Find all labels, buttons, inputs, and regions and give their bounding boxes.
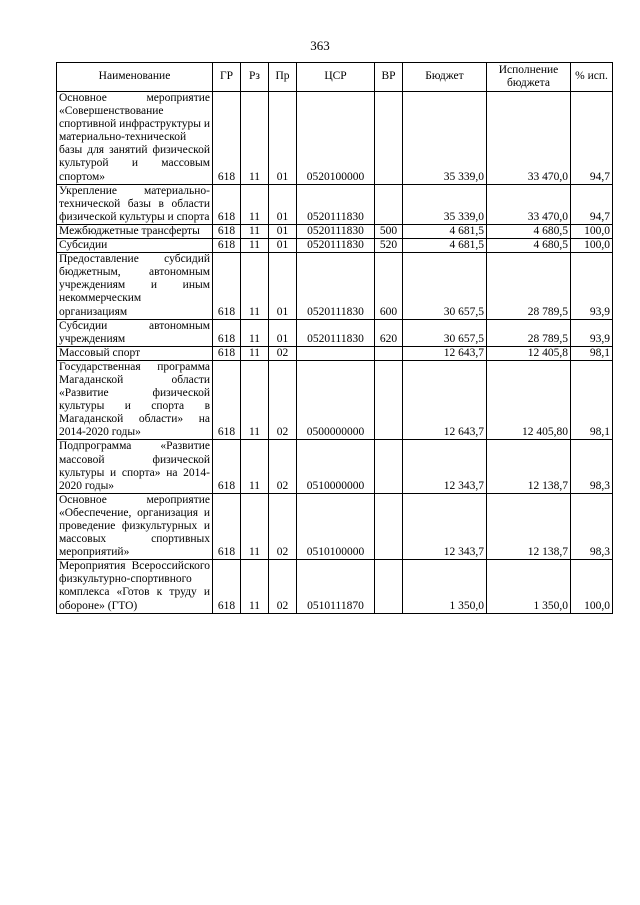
row-execution: 28 789,5: [487, 253, 571, 319]
table-row: [57, 493, 613, 559]
row-gr: 618: [213, 440, 241, 493]
row-gr: 618: [213, 319, 241, 346]
row-rz: 11: [241, 184, 269, 224]
row-pr: 02: [269, 440, 297, 493]
row-budget: 1 350,0: [403, 560, 487, 613]
row-gr: 618: [213, 493, 241, 559]
row-percent: 98,3: [571, 440, 613, 493]
row-budget: 12 643,7: [403, 346, 487, 360]
row-csr: 0520111830: [297, 239, 375, 253]
budget-table: [56, 62, 613, 614]
row-csr: 0510100000: [297, 493, 375, 559]
row-vr: [375, 92, 403, 185]
table-row: [57, 560, 613, 613]
row-pr: 02: [269, 346, 297, 360]
table-row: [57, 360, 613, 440]
row-pr: 02: [269, 360, 297, 440]
row-execution: 12 138,7: [487, 493, 571, 559]
row-rz: 11: [241, 92, 269, 185]
row-percent: 93,9: [571, 253, 613, 319]
page-number: 363: [310, 38, 330, 53]
row-percent: 100,0: [571, 224, 613, 238]
row-percent: 100,0: [571, 239, 613, 253]
row-rz: 11: [241, 253, 269, 319]
row-percent: 94,7: [571, 92, 613, 185]
row-vr: [375, 346, 403, 360]
row-vr: 520: [375, 239, 403, 253]
row-vr: [375, 440, 403, 493]
row-percent: 98,1: [571, 360, 613, 440]
row-pr: 01: [269, 92, 297, 185]
header-rz: Рз: [241, 63, 269, 92]
table-header-row: [57, 63, 613, 92]
row-pr: 01: [269, 239, 297, 253]
header-percent: % исп.: [571, 63, 613, 92]
row-pr: 02: [269, 493, 297, 559]
row-percent: 98,3: [571, 493, 613, 559]
row-gr: 618: [213, 92, 241, 185]
row-name: Массовый спорт: [57, 346, 213, 360]
row-vr: [375, 560, 403, 613]
row-rz: 11: [241, 493, 269, 559]
row-gr: 618: [213, 346, 241, 360]
table-row: [57, 319, 613, 346]
row-vr: [375, 184, 403, 224]
row-rz: 11: [241, 440, 269, 493]
row-name: Мероприятия Всероссийского физкультурно-спортивного комплекса «Готов к труду и обороне» (ГТО): [57, 560, 213, 613]
table-row: [57, 253, 613, 319]
row-gr: 618: [213, 224, 241, 238]
header-pr: Пр: [269, 63, 297, 92]
row-name: Субсидии автономным учреждениям: [57, 319, 213, 346]
row-vr: [375, 360, 403, 440]
row-percent: 98,1: [571, 346, 613, 360]
row-name: Субсидии: [57, 239, 213, 253]
row-vr: 620: [375, 319, 403, 346]
row-rz: 11: [241, 224, 269, 238]
row-gr: 618: [213, 560, 241, 613]
row-execution: 28 789,5: [487, 319, 571, 346]
row-budget: 35 339,0: [403, 92, 487, 185]
row-rz: 11: [241, 346, 269, 360]
row-name: Основное мероприятие «Совершенствование спортивной инфраструктуры и материально-технической базы для занятий физической культурой и массовым спортом»: [57, 92, 213, 185]
row-name: Межбюджетные трансферты: [57, 224, 213, 238]
table-row: [57, 92, 613, 185]
row-budget: 30 657,5: [403, 319, 487, 346]
row-pr: 01: [269, 224, 297, 238]
row-execution: 4 680,5: [487, 239, 571, 253]
row-vr: 500: [375, 224, 403, 238]
row-gr: 618: [213, 360, 241, 440]
row-percent: 100,0: [571, 560, 613, 613]
row-csr: 0520111830: [297, 319, 375, 346]
row-csr: 0520100000: [297, 92, 375, 185]
row-budget: 12 343,7: [403, 493, 487, 559]
row-budget: 12 643,7: [403, 360, 487, 440]
row-rz: 11: [241, 319, 269, 346]
header-execution: Исполнение бюджета: [487, 63, 571, 92]
row-budget: 4 681,5: [403, 224, 487, 238]
row-budget: 35 339,0: [403, 184, 487, 224]
row-budget: 4 681,5: [403, 239, 487, 253]
row-execution: 1 350,0: [487, 560, 571, 613]
row-execution: 33 470,0: [487, 92, 571, 185]
row-gr: 618: [213, 253, 241, 319]
header-csr: ЦСР: [297, 63, 375, 92]
row-percent: 94,7: [571, 184, 613, 224]
row-pr: 01: [269, 319, 297, 346]
header-name: Наименование: [57, 63, 213, 92]
row-name: Подпрограмма «Развитие массовой физической культуры и спорта» на 2014-2020 годы»: [57, 440, 213, 493]
row-csr: 0520111830: [297, 184, 375, 224]
row-gr: 618: [213, 239, 241, 253]
row-csr: 0520111830: [297, 224, 375, 238]
row-rz: 11: [241, 560, 269, 613]
row-execution: 12 138,7: [487, 440, 571, 493]
table-row: [57, 239, 613, 253]
row-csr: 0500000000: [297, 360, 375, 440]
row-percent: 93,9: [571, 319, 613, 346]
row-execution: 12 405,80: [487, 360, 571, 440]
header-budget: Бюджет: [403, 63, 487, 92]
table-row: [57, 224, 613, 238]
table-row: [57, 440, 613, 493]
table-row: [57, 346, 613, 360]
row-csr: 0520111830: [297, 253, 375, 319]
row-budget: 12 343,7: [403, 440, 487, 493]
row-pr: 01: [269, 184, 297, 224]
row-execution: 4 680,5: [487, 224, 571, 238]
row-gr: 618: [213, 184, 241, 224]
row-execution: 33 470,0: [487, 184, 571, 224]
row-vr: 600: [375, 253, 403, 319]
table-row: [57, 184, 613, 224]
row-csr: 0510000000: [297, 440, 375, 493]
row-pr: 02: [269, 560, 297, 613]
row-execution: 12 405,8: [487, 346, 571, 360]
row-name: Государственная программа Магаданской области «Развитие физической культуры и спорта в Магаданской области» на 2014-2020 годы»: [57, 360, 213, 440]
row-budget: 30 657,5: [403, 253, 487, 319]
row-name: Предоставление субсидий бюджетным, автономным учреждениям и иным некоммерческим организациям: [57, 253, 213, 319]
header-gr: ГР: [213, 63, 241, 92]
row-csr: [297, 346, 375, 360]
row-csr: 0510111870: [297, 560, 375, 613]
row-rz: 11: [241, 360, 269, 440]
header-vr: ВР: [375, 63, 403, 92]
row-name: Основное мероприятие «Обеспечение, организация и проведение физкультурных и массовых спортивных мероприятий»: [57, 493, 213, 559]
row-vr: [375, 493, 403, 559]
row-rz: 11: [241, 239, 269, 253]
row-name: Укрепление материально-технической базы в области физической культуры и спорта: [57, 184, 213, 224]
row-pr: 01: [269, 253, 297, 319]
